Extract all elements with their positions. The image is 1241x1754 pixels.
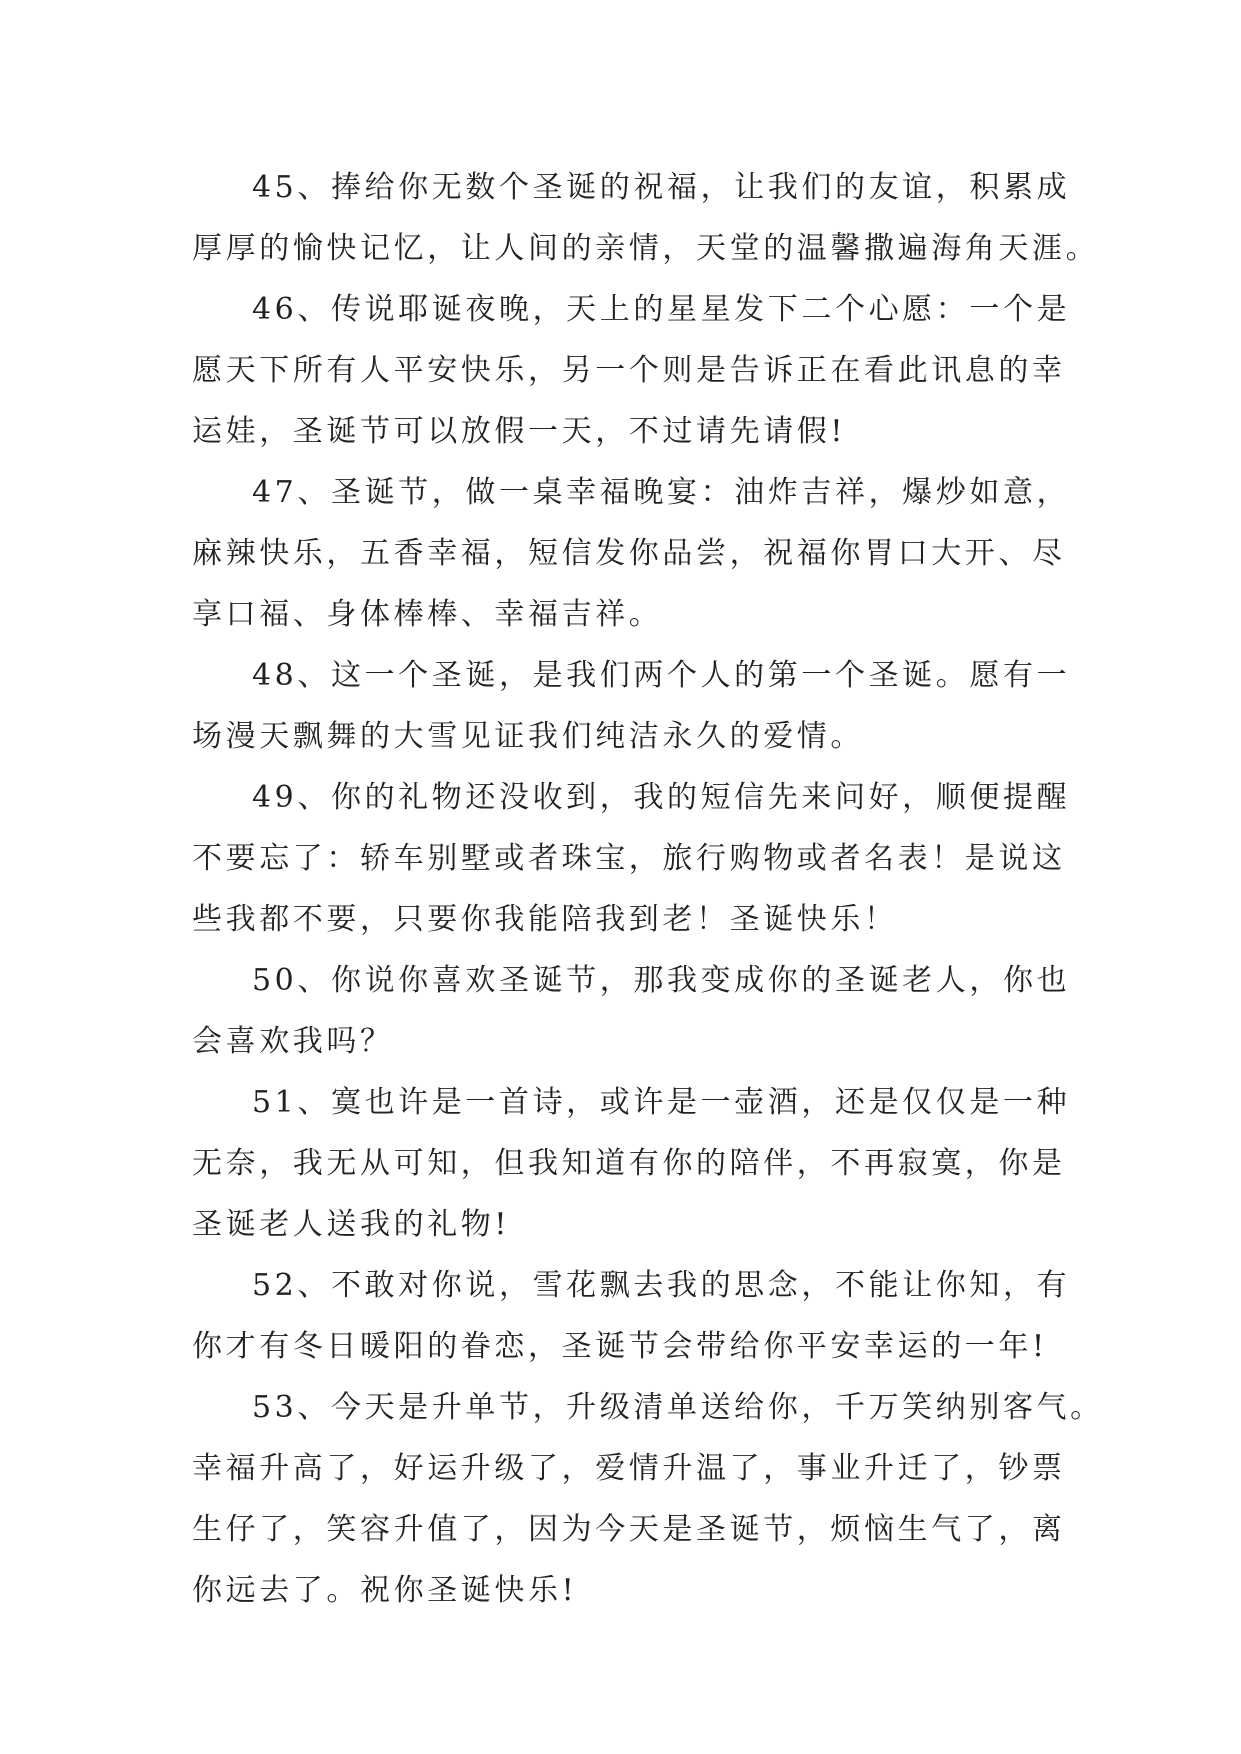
text-line: 麻辣快乐，五香幸福，短信发你品尝，祝福你胃口大开、尽 bbox=[192, 536, 1066, 571]
text-line: 50、你说你喜欢圣诞节，那我变成你的圣诞老人，你也 bbox=[252, 963, 1071, 998]
paragraph bbox=[192, 950, 1071, 1072]
text-line: 47、圣诞节，做一桌幸福晚宴：油炸吉祥，爆炒如意， bbox=[252, 475, 1071, 510]
paragraph bbox=[192, 767, 1071, 950]
text-line: 无奈，我无从可知，但我知道有你的陪伴，不再寂寞，你是 bbox=[192, 1146, 1066, 1181]
text-line: 愿天下所有人平安快乐，另一个则是告诉正在看此讯息的幸 bbox=[192, 353, 1066, 388]
text-line: 享口福、身体棒棒、幸福吉祥。 bbox=[192, 597, 663, 632]
text-line: 些我都不要，只要你我能陪我到老！圣诞快乐！ bbox=[192, 902, 898, 937]
paragraph bbox=[192, 157, 1100, 279]
text-line: 会喜欢我吗？ bbox=[192, 1024, 394, 1059]
text-line: 圣诞老人送我的礼物! bbox=[192, 1207, 511, 1242]
text-line: 你才有冬日暖阳的眷恋，圣诞节会带给你平安幸运的一年! bbox=[192, 1329, 1048, 1364]
text-line: 53、今天是升单节，升级清单送给你，千万笑纳别客气。 bbox=[252, 1390, 1104, 1425]
text-line: 49、你的礼物还没收到，我的短信先来问好，顺便提醒 bbox=[252, 780, 1071, 815]
paragraph bbox=[192, 645, 1071, 767]
paragraph bbox=[192, 279, 1071, 462]
text-line: 51、寞也许是一首诗，或许是一壶酒，还是仅仅是一种 bbox=[252, 1085, 1071, 1120]
text-line: 场漫天飘舞的大雪见证我们纯洁永久的爱情。 bbox=[192, 719, 864, 754]
paragraph bbox=[192, 1072, 1071, 1255]
text-line: 运娃，圣诞节可以放假一天，不过请先请假! bbox=[192, 414, 847, 449]
text-line: 52、不敢对你说，雪花飘去我的思念，不能让你知，有 bbox=[252, 1268, 1071, 1303]
text-line: 不要忘了：轿车别墅或者珠宝，旅行购物或者名表！是说这 bbox=[192, 841, 1066, 876]
text-line: 你远去了。祝你圣诞快乐! bbox=[192, 1573, 578, 1608]
text-line: 46、传说耶诞夜晚，天上的星星发下二个心愿：一个是 bbox=[252, 292, 1071, 327]
text-line: 48、这一个圣诞，是我们两个人的第一个圣诞。愿有一 bbox=[252, 658, 1071, 693]
text-line: 生仔了，笑容升值了，因为今天是圣诞节，烦恼生气了，离 bbox=[192, 1512, 1066, 1547]
text-line: 幸福升高了，好运升级了，爱情升温了，事业升迁了，钞票 bbox=[192, 1451, 1066, 1486]
paragraph bbox=[192, 462, 1071, 645]
text-line: 厚厚的愉快记忆，让人间的亲情，天堂的温馨撒遍海角天涯。 bbox=[192, 231, 1100, 266]
document-body bbox=[192, 157, 1104, 1621]
paragraph bbox=[192, 1377, 1104, 1621]
paragraph bbox=[192, 1255, 1071, 1377]
text-line: 45、捧给你无数个圣诞的祝福，让我们的友谊，积累成 bbox=[252, 170, 1071, 205]
